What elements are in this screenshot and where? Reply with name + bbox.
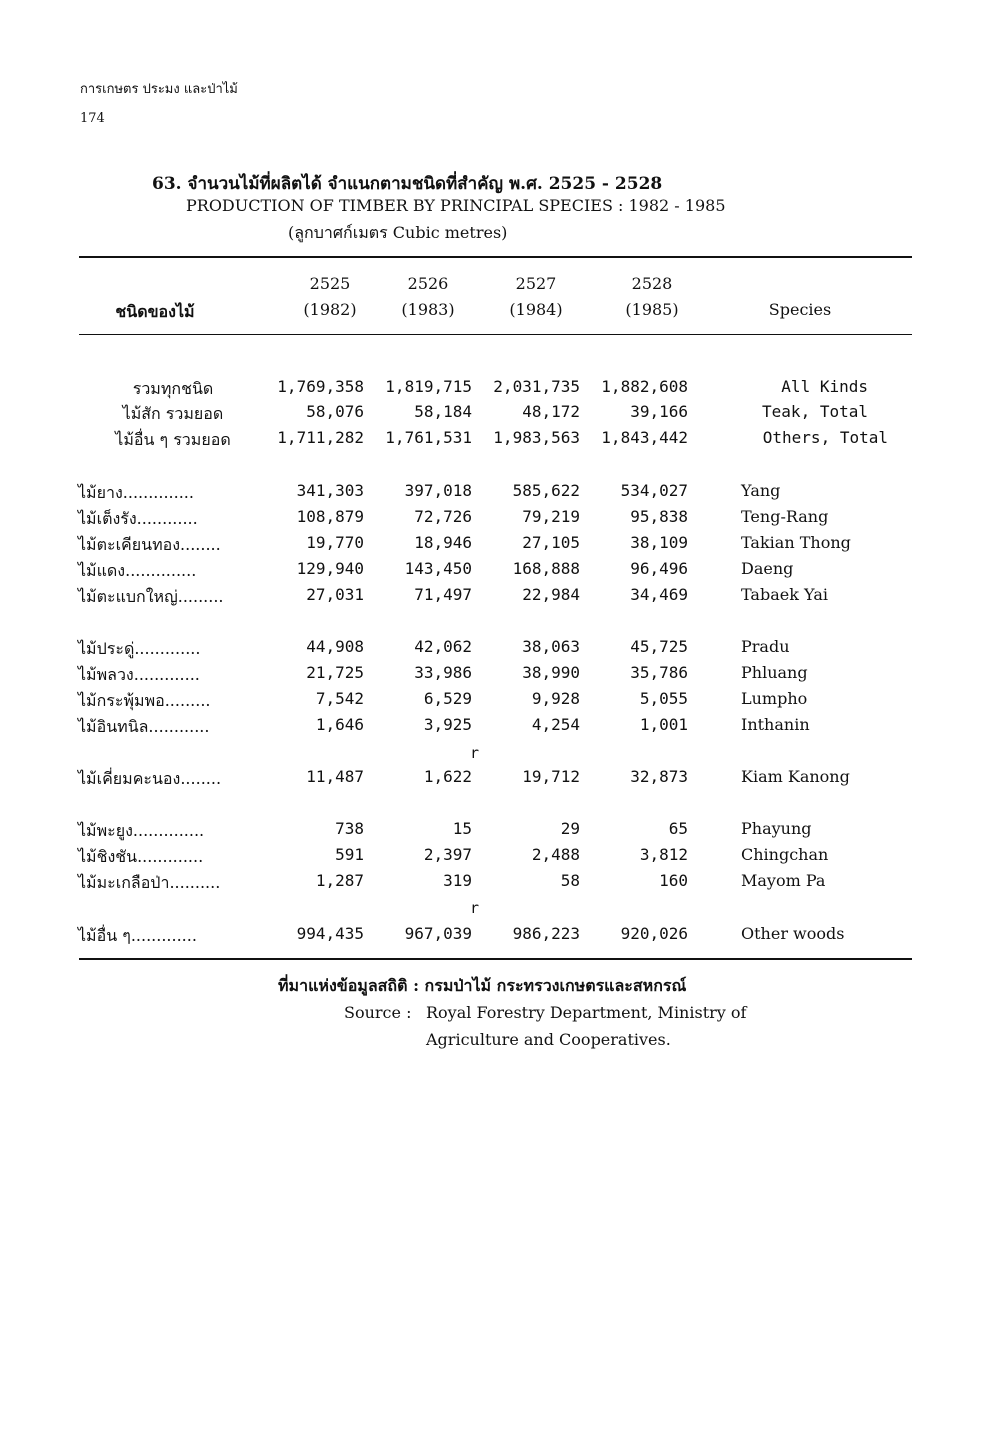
table-row — [0, 559, 990, 585]
cell-value: 5,055 — [639, 689, 688, 708]
table-row — [0, 871, 990, 897]
year-be-2: 2526 — [407, 274, 449, 293]
column-header-species: Species — [768, 300, 832, 319]
cell-value: 79,219 — [522, 507, 580, 526]
table-row — [0, 715, 990, 741]
source-label: Source : — [344, 1003, 412, 1022]
table-row — [0, 819, 990, 845]
cell-value: 35,786 — [630, 663, 688, 682]
row-label-species: Lumpho — [741, 689, 808, 708]
row-label-species: Inthanin — [741, 715, 810, 734]
row-label-thai: ไม้แดง.............. — [78, 561, 197, 580]
row-label-thai: ไม้เต็งรัง............ — [78, 509, 198, 528]
table-row — [0, 845, 990, 871]
cell-value: 1,819,715 — [385, 377, 472, 396]
cell-value: 2,397 — [423, 845, 472, 864]
cell-value: 9,928 — [531, 689, 580, 708]
cell-value: 65 — [668, 819, 688, 838]
cell-value: 27,031 — [306, 585, 364, 604]
year-ad-2: (1983) — [401, 300, 455, 319]
cell-value: 129,940 — [296, 559, 364, 578]
table-unit: (ลูกบาศก์เมตร Cubic metres) — [288, 223, 508, 242]
cell-value: 1,287 — [315, 871, 364, 890]
table-row — [0, 637, 990, 663]
year-ad-1: (1982) — [303, 300, 357, 319]
cell-value: 3,925 — [423, 715, 472, 734]
cell-value: 1,761,531 — [385, 428, 472, 447]
table-row — [0, 767, 990, 793]
table-row — [0, 428, 990, 454]
year-be-4: 2528 — [631, 274, 673, 293]
cell-value: 319 — [443, 871, 472, 890]
table-row — [0, 533, 990, 559]
cell-value: 986,223 — [512, 924, 580, 943]
cell-value: 738 — [335, 819, 364, 838]
row-label-species: Teng-Rang — [741, 507, 829, 526]
row-label-thai: ไม้อื่น ๆ รวมยอด — [115, 430, 231, 449]
table-row — [0, 377, 990, 403]
row-label-species: Chingchan — [741, 845, 829, 864]
cell-value: 108,879 — [296, 507, 364, 526]
cell-value: 1,882,608 — [601, 377, 688, 396]
source-thai: ที่มาแห่งข้อมูลสถิติ : กรมป่าไม้ กระทรวงเกษตรและสหกรณ์ — [278, 976, 687, 995]
cell-value: 38,990 — [522, 663, 580, 682]
row-label-thai: ไม้อินทนิล............ — [78, 717, 210, 736]
cell-value: 58 — [560, 871, 580, 890]
row-label-species: Others, Total — [762, 428, 888, 447]
cell-value: 1,622 — [423, 767, 472, 786]
cell-value: 48,172 — [522, 402, 580, 421]
cell-value: 2,031,735 — [493, 377, 580, 396]
source-line-1: Royal Forestry Department, Ministry of — [426, 1003, 747, 1022]
cell-value: 1,843,442 — [601, 428, 688, 447]
year-be-3: 2527 — [515, 274, 557, 293]
cell-value: 21,725 — [306, 663, 364, 682]
cell-value: 38,063 — [522, 637, 580, 656]
cell-value: 33,986 — [414, 663, 472, 682]
table-title-english: PRODUCTION OF TIMBER BY PRINCIPAL SPECIES : 1982 - 1985 — [186, 196, 726, 215]
year-ad-4: (1985) — [625, 300, 679, 319]
cell-value: 585,622 — [512, 481, 580, 500]
row-label-thai: ไม้ตะแบกใหญ่......... — [78, 587, 224, 606]
cell-value: 95,838 — [630, 507, 688, 526]
revised-mark: r — [470, 899, 480, 917]
table-row — [0, 402, 990, 428]
table-row — [0, 663, 990, 689]
cell-value: 143,450 — [404, 559, 472, 578]
cell-value: 4,254 — [531, 715, 580, 734]
cell-value: 22,984 — [522, 585, 580, 604]
cell-value: 2,488 — [531, 845, 580, 864]
cell-value: 994,435 — [296, 924, 364, 943]
revised-mark: r — [470, 744, 480, 762]
cell-value: 39,166 — [630, 402, 688, 421]
table-top-rule — [79, 256, 912, 258]
cell-value: 96,496 — [630, 559, 688, 578]
cell-value: 1,769,358 — [277, 377, 364, 396]
row-label-species: Takian Thong — [741, 533, 851, 552]
column-header-thai: ชนิดของไม้ — [115, 302, 195, 321]
row-label-species: Kiam Kanong — [741, 767, 850, 786]
table-header-rule — [79, 334, 912, 335]
cell-value: 6,529 — [423, 689, 472, 708]
cell-value: 27,105 — [522, 533, 580, 552]
year-ad-3: (1984) — [509, 300, 563, 319]
table-bottom-rule — [79, 958, 912, 960]
cell-value: 1,646 — [315, 715, 364, 734]
cell-value: 1,711,282 — [277, 428, 364, 447]
cell-value: 44,908 — [306, 637, 364, 656]
table-title-thai: 63. จำนวนไม้ที่ผลิตได้ จำแนกตามชนิดที่สำคัญ พ.ศ. 2525 - 2528 — [152, 174, 663, 194]
cell-value: 29 — [560, 819, 580, 838]
cell-value: 71,497 — [414, 585, 472, 604]
cell-value: 42,062 — [414, 637, 472, 656]
row-label-species: Phluang — [741, 663, 808, 682]
cell-value: 341,303 — [296, 481, 364, 500]
table-row — [0, 924, 990, 950]
row-label-thai: ไม้ประดู่............. — [78, 639, 201, 658]
cell-value: 160 — [659, 871, 688, 890]
table-row — [0, 585, 990, 611]
cell-value: 58,076 — [306, 402, 364, 421]
cell-value: 11,487 — [306, 767, 364, 786]
cell-value: 591 — [335, 845, 364, 864]
row-label-thai: ไม้มะเกลือป่า.......... — [78, 873, 221, 892]
cell-value: 397,018 — [404, 481, 472, 500]
table-row — [0, 507, 990, 533]
cell-value: 32,873 — [630, 767, 688, 786]
row-label-thai: ไม้พลวง............. — [78, 665, 200, 684]
table-row — [0, 481, 990, 507]
row-label-thai: ไม้ชิงชัน............. — [78, 847, 204, 866]
row-label-species: Other woods — [741, 924, 845, 943]
cell-value: 19,770 — [306, 533, 364, 552]
row-label-thai: ไม้อื่น ๆ............. — [78, 926, 197, 945]
row-label-species: Mayom Pa — [741, 871, 826, 890]
page-number: 174 — [80, 111, 105, 126]
row-label-thai: ไม้กระพุ้มพอ......... — [78, 691, 211, 710]
row-label-thai: ไม้สัก รวมยอด — [122, 404, 224, 423]
cell-value: 967,039 — [404, 924, 472, 943]
cell-value: 45,725 — [630, 637, 688, 656]
cell-value: 18,946 — [414, 533, 472, 552]
row-label-species: Pradu — [741, 637, 790, 656]
cell-value: 534,027 — [620, 481, 688, 500]
row-label-thai: ไม้เคี่ยมคะนอง........ — [78, 769, 222, 788]
row-label-thai: รวมทุกชนิด — [132, 379, 214, 398]
row-label-species: All Kinds — [781, 377, 868, 396]
cell-value: 1,001 — [639, 715, 688, 734]
table-row — [0, 689, 990, 715]
cell-value: 3,812 — [639, 845, 688, 864]
year-be-1: 2525 — [309, 274, 351, 293]
cell-value: 1,983,563 — [493, 428, 580, 447]
row-label-thai: ไม้ยาง.............. — [78, 483, 194, 502]
row-label-species: Tabaek Yai — [741, 585, 828, 604]
running-title: การเกษตร ประมง และป่าไม้ — [80, 82, 238, 97]
row-label-thai: ไม้ตะเคียนทอง........ — [78, 535, 221, 554]
row-label-species: Phayung — [741, 819, 812, 838]
source-line-2: Agriculture and Cooperatives. — [426, 1030, 671, 1049]
cell-value: 34,469 — [630, 585, 688, 604]
cell-value: 19,712 — [522, 767, 580, 786]
row-label-species: Yang — [741, 481, 781, 500]
row-label-species: Teak, Total — [762, 402, 868, 421]
row-label-species: Daeng — [741, 559, 794, 578]
cell-value: 168,888 — [512, 559, 580, 578]
row-label-thai: ไม้พะยูง.............. — [78, 821, 205, 840]
cell-value: 72,726 — [414, 507, 472, 526]
cell-value: 920,026 — [620, 924, 688, 943]
cell-value: 58,184 — [414, 402, 472, 421]
cell-value: 15 — [452, 819, 472, 838]
cell-value: 38,109 — [630, 533, 688, 552]
cell-value: 7,542 — [315, 689, 364, 708]
